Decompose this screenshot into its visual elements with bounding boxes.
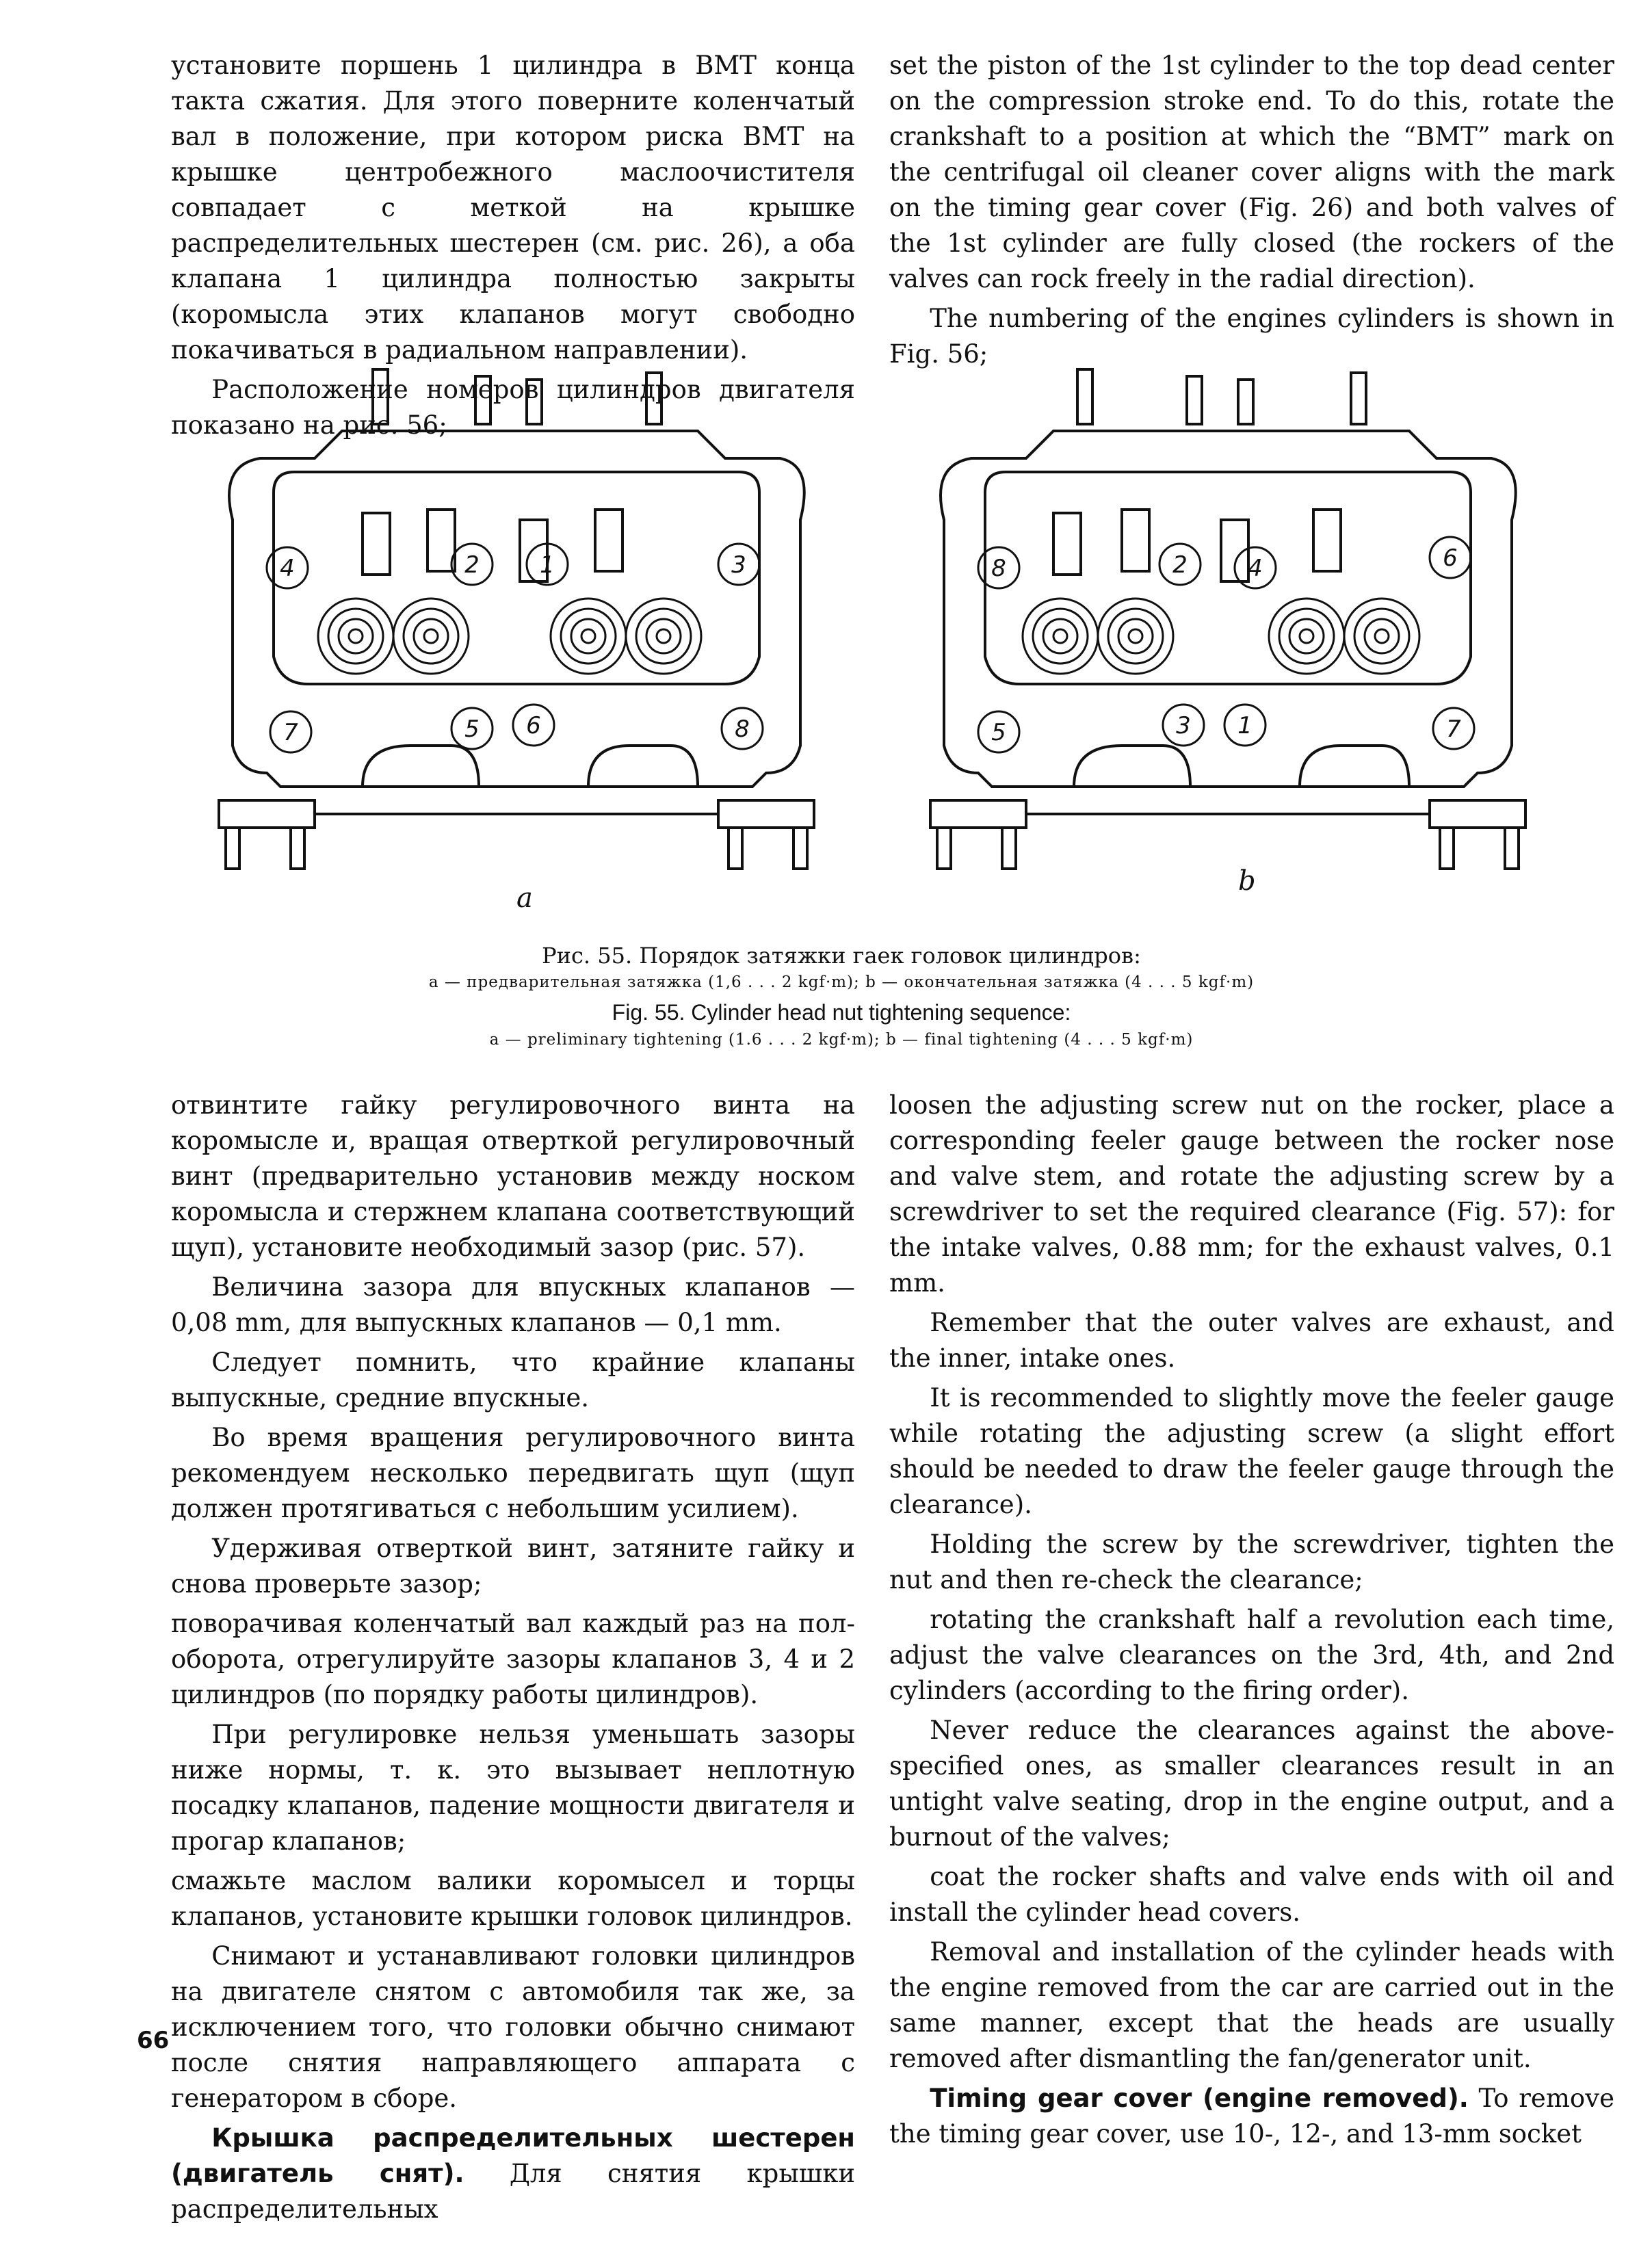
figure-label-b: b — [1238, 865, 1256, 897]
ru-bottom-paragraph: поворачивая коленчатый вал каждый раз на пол-оборота, отрегулируйте зазоры клапанов 3, 4 и 2 цилиндров (по порядку работы цилиндров). — [171, 1609, 855, 1709]
ru-bottom-paragraph: отвинтите гайку регулировочного винта на коромысле и, вращая отверткой регулировочный винт (предварительно установив между носком коромысла и стержнем клапана соответствующий щуп), установите необходимый зазор (рис. 57). — [171, 1090, 855, 1262]
ru-timing-paragraph — [171, 2121, 855, 2227]
nut-number: 5 — [991, 719, 1006, 746]
en-timing-heading: Timing gear cover (engine removed). — [930, 2084, 1469, 2113]
ru-bottom-paragraph: Величина зазора для впускных клапанов — 0,08 mm, для выпускных клапанов — 0,1 mm. — [171, 1272, 855, 1337]
ru-bottom-paragraph: Снимают и устанавливают головки цилиндров на двигателе снятом с автомобиля так же, за исключением того, что головки обычно снимают после снятия направляющего аппарата с генератором в сборе. — [171, 1941, 855, 2113]
ru-timing-text: Для снятия крышки распределительных — [171, 2159, 855, 2224]
ru-bottom-paragraph: смажьте маслом валики коромысел и торцы клапанов, установите крышки головок цилиндров. — [171, 1866, 855, 1931]
en-top-paragraph: set the piston of the 1st cylinder to the top dead center on the compression stroke end. To do this, rotate the crankshaft to a position at which the “BMT” mark on the centrifugal oil cleaner cover aligns with the mark on the timing gear cover (Fig. 26) and both valves of the 1st cylinder are fully closed (the rockers of the valves can rock freely in the radial direction). — [889, 51, 1614, 293]
nut-number: 5 — [464, 715, 480, 743]
en-timing-text: To remove the timing gear cover, use 10-, 12-, and 13-mm socket — [889, 2084, 1614, 2149]
nut-number: 2 — [1172, 551, 1188, 579]
en-timing-paragraph — [889, 2081, 1614, 2152]
en-top-column — [889, 48, 1614, 376]
nut-number: 7 — [1446, 715, 1461, 743]
en-bottom-paragraph: Remember that the outer valves are exhaust, and the inner, intake ones. — [889, 1308, 1614, 1373]
caption-en-title: Fig. 55. Cylinder head nut tightening sequence: — [612, 1000, 1071, 1025]
ru-bottom-paragraph: Удерживая отверткой винт, затяните гайку и снова проверьте зазор; — [171, 1534, 855, 1599]
nut-number: 6 — [526, 712, 541, 739]
ru-top-paragraph: установите поршень 1 цилиндра в ВМТ конца такта сжатия. Для этого поверните коленчатый вал в положение, при котором риска ВМТ на крышке центробежного маслоочистителя совпадает с меткой на крышке распределительных шестерен (см. рис. 26), а оба клапана 1 цилиндра полностью закрыты (коромысла этих клапанов могут свободно покачиваться в радиальном направлении). — [171, 51, 855, 365]
en-top-paragraph: The numbering of the engines cylinders is shown in Fig. 56; — [889, 304, 1614, 369]
en-bottom-paragraph: Removal and installation of the cylinder heads with the engine removed from the car are carried out in the same manner, except that the heads are usually removed after dismantling the fan/generator unit. — [889, 1937, 1614, 2073]
en-bottom-paragraph: rotating the crankshaft half a revolution each time, adjust the valve clearances on the 3rd, 4th, and 2nd cylinders (according to the firing order). — [889, 1605, 1614, 1705]
nut-number: 4 — [280, 555, 295, 582]
caption-ru-subtitle: a — предварительная затяжка (1,6 . . . 2 kgf·m); b — окончательная затяжка (4 . . . 5 kgf·m) — [428, 973, 1255, 991]
nut-number: 3 — [731, 551, 746, 579]
page-number: 66 — [137, 2027, 170, 2054]
nut-number: 8 — [991, 555, 1006, 582]
ru-top-paragraph: Расположение номеров цилиндров двигателя показано на рис. 56; — [171, 375, 855, 440]
figure-b-cylinder-head-diagram — [917, 363, 1539, 910]
nut-number: 6 — [1443, 544, 1458, 572]
en-bottom-paragraph: coat the rocker shafts and valve ends with oil and install the cylinder head covers. — [889, 1862, 1614, 1927]
nut-number: 1 — [1237, 712, 1253, 739]
ru-bottom-column — [171, 1088, 855, 2231]
nut-number: 3 — [1176, 712, 1191, 739]
nut-number: 8 — [735, 715, 750, 743]
en-bottom-paragraph: It is recommended to slightly move the feeler gauge while rotating the adjusting screw (a slight effort should be needed to draw the feeler gauge through the clearance). — [889, 1383, 1614, 1519]
en-bottom-paragraph: loosen the adjusting screw nut on the rocker, place a corresponding feeler gauge between the rocker nose and valve stem, and rotate the adjusting screw by a screwdriver to set the required clearance (Fig. 57): for the intake valves, 0.88 mm; for the exhaust valves, 0.1 mm. — [889, 1090, 1614, 1298]
figure-label-a: a — [516, 882, 533, 914]
en-bottom-column — [889, 1088, 1614, 2156]
en-bottom-paragraph: Holding the screw by the screwdriver, tighten the nut and then re-check the clearance; — [889, 1530, 1614, 1594]
ru-bottom-paragraph: Во время вращения регулировочного винта рекомендуем несколько передвигать щуп (щуп должен протягиваться с небольшим усилием). — [171, 1423, 855, 1523]
nut-number: 4 — [1248, 555, 1263, 582]
ru-bottom-paragraph: Следует помнить, что крайние клапаны выпускные, средние впускные. — [171, 1348, 855, 1413]
caption-ru-title: Рис. 55. Порядок затяжки гаек головок цилиндров: — [542, 943, 1141, 969]
ru-timing-heading: Крышка распределительных шестерен (двигатель снят). — [171, 2123, 855, 2188]
caption-en-subtitle: a — preliminary tightening (1.6 . . . 2 kgf·m); b — final tightening (4 . . . 5 kgf·m) — [489, 1031, 1194, 1049]
nut-number: 7 — [283, 719, 298, 746]
en-bottom-paragraph: Never reduce the clearances against the above-specified ones, as smaller clearances result in an untight valve seating, drop in the engine output, and a burnout of the valves; — [889, 1716, 1614, 1852]
nut-number: 2 — [464, 551, 480, 579]
nut-number: 1 — [540, 551, 555, 579]
ru-bottom-paragraph: При регулировке нельзя уменьшать зазоры ниже нормы, т. к. это вызывает неплотную посадку клапанов, падение мощности двигателя и прогар клапанов; — [171, 1720, 855, 1856]
figure-a-cylinder-head-diagram — [205, 363, 828, 910]
